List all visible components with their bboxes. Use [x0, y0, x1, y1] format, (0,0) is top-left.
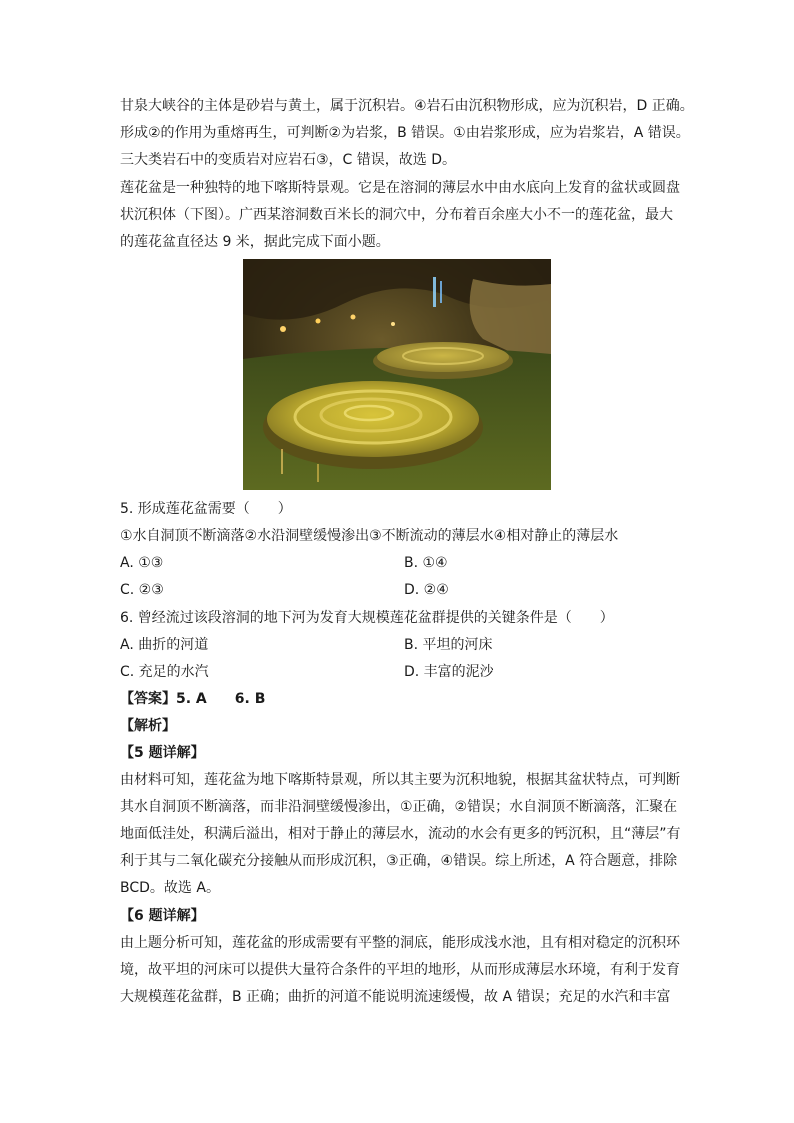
- text-line: 三大类岩石中的变质岩对应岩石③，C 错误，故选 D。: [120, 152, 457, 168]
- q5-analysis-line: 利于其与二氧化碳充分接触从而形成沉积，③正确，④错误。综上所述，A 符合题意，排除: [120, 853, 678, 869]
- q5-option-a: A. ①③: [120, 555, 164, 571]
- text-line: 形成②的作用为重熔再生，可判断②为岩浆，B 错误。①由岩浆形成，应为岩浆岩，A 错误。: [120, 125, 690, 141]
- q6-option-c: C. 充足的水汽: [120, 664, 209, 680]
- q6-analysis-heading: 【6 题详解】: [120, 908, 205, 924]
- q5-option-b: B. ①④: [404, 555, 448, 571]
- q6-analysis-line: 由上题分析可知，莲花盆的形成需要有平整的洞底，能形成浅水池，且有相对稳定的沉积环: [120, 935, 680, 951]
- text-line: 莲花盆是一种独特的地下喀斯特景观。它是在溶洞的薄层水中由水底向上发育的盆状或圆盘: [120, 180, 680, 196]
- analysis-heading: 【解析】: [120, 718, 176, 734]
- question-6-stem: 6. 曾经流过该段溶洞的地下河为发育大规模莲花盆群提供的关键条件是（ ）: [120, 610, 614, 626]
- text-line: 状沉积体（下图）。广西某溶洞数百米长的洞穴中，分布着百余座大小不一的莲花盆，最大: [120, 207, 673, 223]
- q5-option-c: C. ②③: [120, 582, 164, 598]
- text-line: 的莲花盆直径达 9 米，据此完成下面小题。: [120, 234, 390, 250]
- text-line: 甘泉大峡谷的主体是砂岩与黄土，属于沉积岩。④岩石由沉积物形成，应为沉积岩，D 正确。: [120, 98, 694, 114]
- q5-analysis-line: 由材料可知，莲花盆为地下喀斯特景观，所以其主要为沉积地貌，根据其盆状特点，可判断: [120, 772, 680, 788]
- q6-analysis-line: 境，故平坦的河床可以提供大量符合条件的平坦的地形，从而形成薄层水环境，有利于发育: [120, 962, 680, 978]
- question-5-stem: 5. 形成莲花盆需要（ ）: [120, 501, 292, 517]
- q5-analysis-line: 地面低洼处，积满后溢出，相对于静止的薄层水，流动的水会有更多的钙沉积，且“薄层”有: [120, 826, 681, 842]
- q6-option-b: B. 平坦的河床: [404, 637, 493, 653]
- q5-option-d: D. ②④: [404, 582, 449, 598]
- q5-analysis-heading: 【5 题详解】: [120, 745, 205, 761]
- q5-analysis-line: BCD。故选 A。: [120, 880, 220, 896]
- lotus-basin-cave-photo: [243, 259, 551, 490]
- q5-analysis-line: 其水自洞顶不断滴落，而非沿洞壁缓慢渗出，①正确，②错误；水自洞顶不断滴落，汇聚在: [120, 799, 678, 815]
- question-5-items: ①水自洞顶不断滴落②水沿洞壁缓慢渗出③不断流动的薄层水④相对静止的薄层水: [120, 528, 619, 544]
- q6-option-a: A. 曲折的河道: [120, 637, 209, 653]
- answer-line: 【答案】5. A 6. B: [120, 691, 266, 707]
- q6-option-d: D. 丰富的泥沙: [404, 664, 494, 680]
- q6-analysis-line: 大规模莲花盆群，B 正确；曲折的河道不能说明流速缓慢，故 A 错误；充足的水汽和丰富: [120, 989, 671, 1005]
